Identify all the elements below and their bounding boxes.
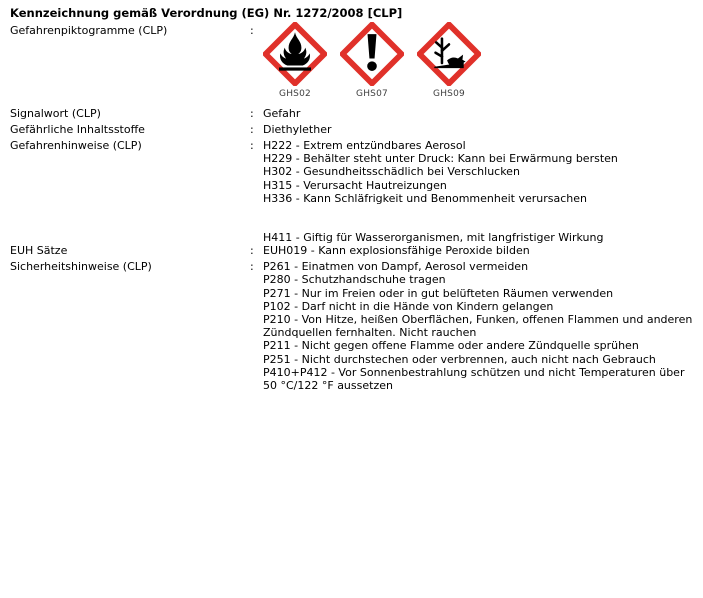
colon-separator: : bbox=[250, 123, 254, 136]
euh-statements-row bbox=[10, 244, 697, 257]
ghs02-pictogram bbox=[263, 22, 327, 100]
precautionary-statement: P211 - Nicht gegen offene Flamme oder andere Zündquelle sprühen bbox=[263, 339, 639, 353]
hazardous-ingredients-label: Gefährliche Inhaltsstoffe bbox=[10, 123, 145, 136]
ghs09-code-label: GHS09 bbox=[433, 89, 465, 99]
exclamation-mark-icon bbox=[340, 22, 404, 86]
hazard-statements-label: Gefahrenhinweise (CLP) bbox=[10, 139, 142, 152]
precautionary-statement: P271 - Nur im Freien oder in gut belüfteten Räumen verwenden bbox=[263, 286, 614, 300]
hazard-statement-h411: H411 - Giftig für Wasserorganismen, mit langfristiger Wirkung bbox=[263, 231, 604, 245]
hazard-statement: H336 - Kann Schläfrigkeit und Benommenheit verursachen bbox=[263, 191, 588, 205]
colon-separator: : bbox=[250, 139, 254, 152]
precautionary-statement: P251 - Nicht durchstechen oder verbrennen, auch nicht nach Gebrauch bbox=[263, 352, 656, 366]
pictogram-strip bbox=[263, 22, 481, 100]
section-title: Kennzeichnung gemäß Verordnung (EG) Nr. 1272/2008 [CLP] bbox=[10, 6, 403, 20]
precautionary-statement: P410+P412 - Vor Sonnenbestrahlung schützen und nicht Temperaturen über 50 °C/122 °F aussetzen bbox=[263, 365, 685, 393]
colon-separator: : bbox=[250, 24, 254, 37]
signal-word-value: Gefahr bbox=[263, 107, 301, 120]
ghs07-code-label: GHS07 bbox=[356, 89, 388, 99]
colon-separator: : bbox=[250, 107, 254, 120]
euh-statements-label: EUH Sätze bbox=[10, 244, 68, 258]
colon-separator: : bbox=[250, 260, 254, 274]
ghs02-code-label: GHS02 bbox=[279, 89, 311, 99]
hazardous-ingredients-value: Diethylether bbox=[263, 123, 332, 136]
hazard-statement: H302 - Gesundheitsschädlich bei Verschlucken bbox=[263, 165, 520, 179]
hazard-pictograms-label: Gefahrenpiktogramme (CLP) bbox=[10, 24, 168, 37]
flame-icon bbox=[263, 22, 327, 86]
colon-separator: : bbox=[250, 244, 254, 258]
precautionary-statement: P102 - Darf nicht in die Hände von Kindern gelangen bbox=[263, 299, 554, 313]
euh-statements-value: EUH019 - Kann explosionsfähige Peroxide bilden bbox=[263, 244, 530, 258]
ghs09-pictogram bbox=[417, 22, 481, 100]
hazard-statements-row bbox=[10, 139, 697, 244]
hazard-statement: H222 - Extrem entzündbares Aerosol bbox=[263, 139, 466, 152]
hazardous-ingredients-row bbox=[10, 123, 697, 136]
precautionary-statements-label: Sicherheitshinweise (CLP) bbox=[10, 260, 152, 274]
blank-area bbox=[10, 392, 697, 592]
ghs07-pictogram bbox=[340, 22, 404, 100]
hazard-statement: H229 - Behälter steht unter Druck: Kann bei Erwärmung bersten bbox=[263, 152, 618, 166]
hazard-statements-list bbox=[263, 139, 618, 244]
hazard-statement: H315 - Verursacht Hautreizungen bbox=[263, 178, 447, 192]
signal-word-label: Signalwort (CLP) bbox=[10, 107, 101, 120]
precautionary-statement: P280 - Schutzhandschuhe tragen bbox=[263, 273, 446, 287]
signal-word-row bbox=[10, 107, 697, 120]
precautionary-statements-row bbox=[10, 260, 697, 392]
environment-icon bbox=[417, 22, 481, 86]
hazard-pictograms-row bbox=[10, 24, 697, 100]
precautionary-statement: P261 - Einatmen von Dampf, Aerosol vermeiden bbox=[263, 260, 529, 274]
precautionary-statements-list bbox=[263, 260, 697, 392]
precautionary-statement: P210 - Von Hitze, heißen Oberflächen, Funken, offenen Flammen und anderen Zündquellen fernhalten. Nicht rauchen bbox=[263, 313, 693, 340]
